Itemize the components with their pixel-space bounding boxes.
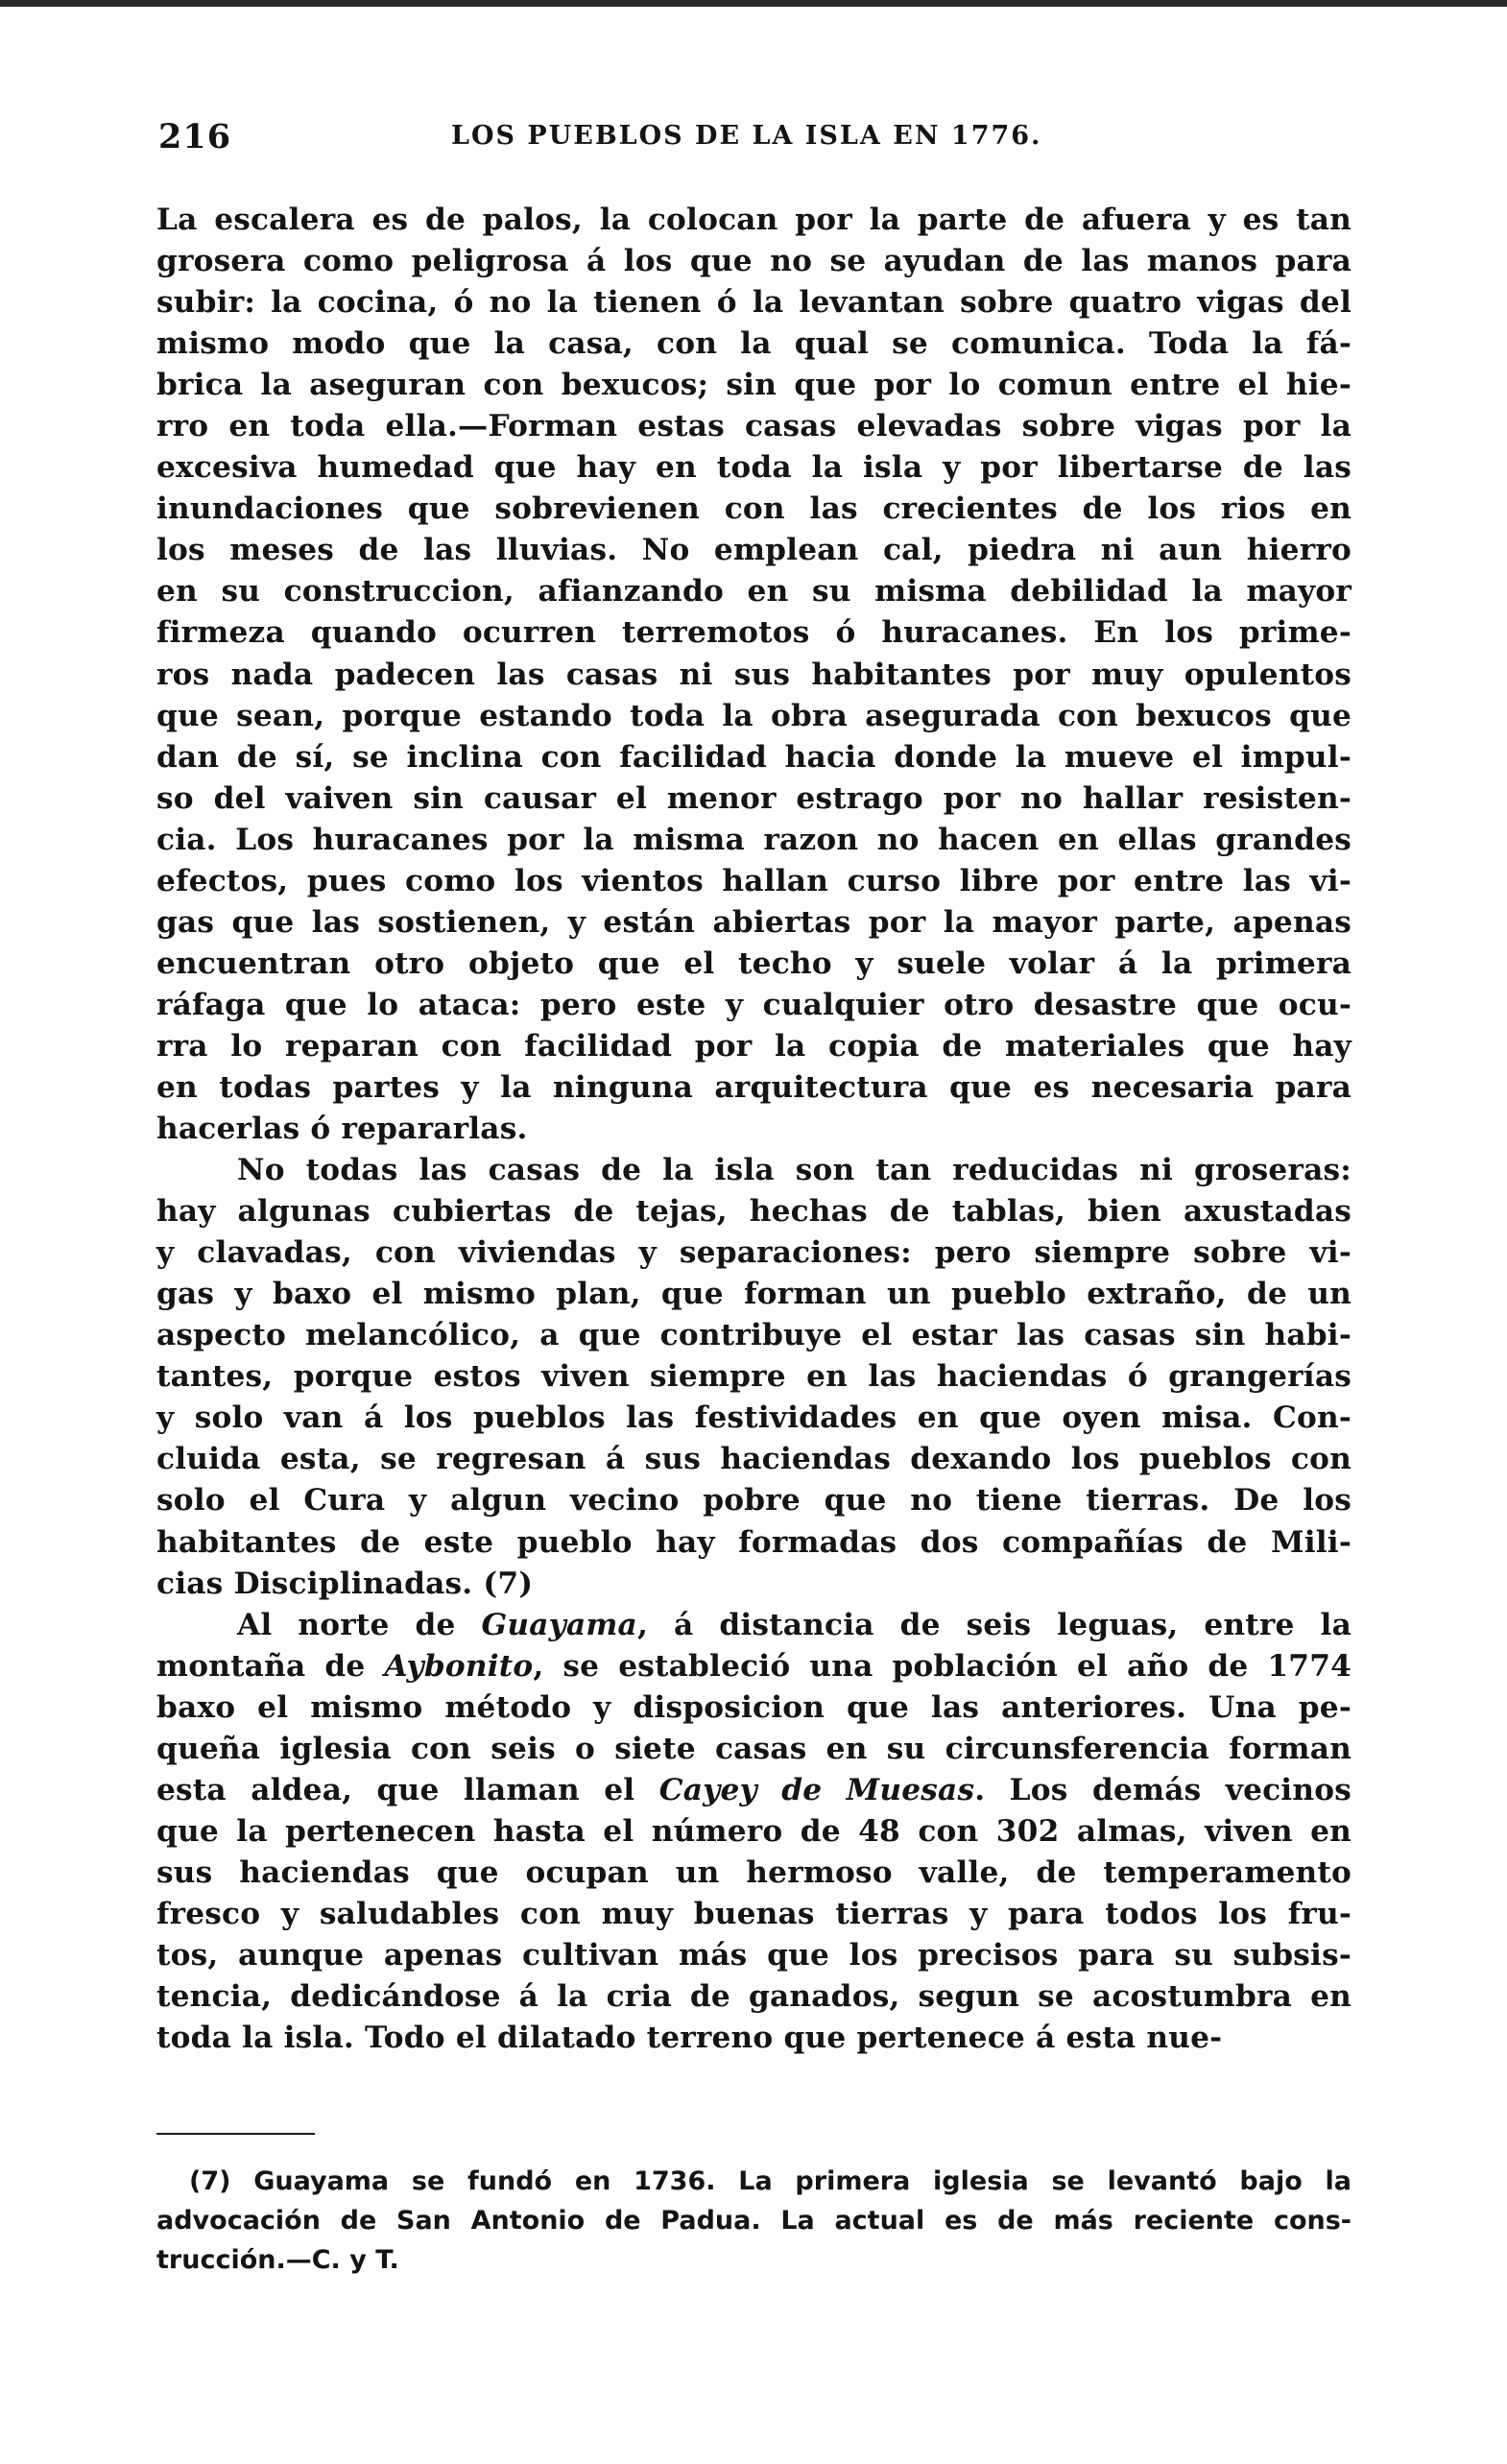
- text-line: montaña de Aybonito, se estableció una población el año de 1774: [156, 1648, 1352, 1684]
- text-line: grosera como peligrosa á los que no se ayudan de las manos para: [156, 244, 1352, 279]
- text-line: Al norte de Guayama, á distancia de seis leguas, entre la: [237, 1607, 1352, 1642]
- text-line: brica la aseguran con bexucos; sin que por lo comun entre el hie-: [156, 368, 1352, 403]
- footnote-line: (7) Guayama se fundó en 1736. La primera iglesia se levantó bajo la: [189, 2166, 1352, 2196]
- paragraph-2: [156, 1150, 1352, 1605]
- text-line: sus haciendas que ocupan un hermoso valle, de temperamento: [156, 1854, 1352, 1890]
- text-line: cia. Los huracanes por la misma razon no hacen en ellas grandes: [156, 822, 1352, 857]
- text-line: cluida esta, se regresan á sus haciendas dexando los pueblos con: [156, 1442, 1352, 1477]
- text-line: dan de sí, se inclina con facilidad hacia donde la mueve el impul-: [156, 739, 1352, 775]
- text-line: baxo el mismo método y disposicion que las anteriores. Una pe-: [156, 1689, 1352, 1725]
- text-line: fresco y saludables con muy buenas tierras y para todos los fru-: [156, 1896, 1352, 1931]
- text-line: que sean, porque estando toda la obra asegurada con bexucos que: [156, 698, 1352, 733]
- page-header: [158, 117, 1353, 165]
- text-line: y solo van á los pueblos las festividades en que oyen misa. Con-: [156, 1400, 1352, 1436]
- footnote-rule: [156, 2133, 315, 2135]
- top-rule: [0, 0, 1507, 7]
- text-line: efectos, pues como los vientos hallan curso libre por entre las vi-: [156, 863, 1352, 898]
- footnote-line: trucción.—C. y T.: [156, 2245, 399, 2275]
- text-line: habitantes de este pueblo hay formadas dos compañías de Mili-: [156, 1524, 1352, 1560]
- text-line: encuentran otro objeto que el techo y suele volar á la primera: [156, 945, 1352, 981]
- paragraph-1: [156, 200, 1352, 1150]
- text-line: en todas partes y la ninguna arquitectura que es necesaria para: [156, 1069, 1352, 1105]
- text-line: gas que las sostienen, y están abiertas por la mayor parte, apenas: [156, 904, 1352, 940]
- text-line: rra lo reparan con facilidad por la copia de materiales que hay: [156, 1028, 1352, 1064]
- page-number: 216: [158, 117, 232, 156]
- text-line: en su construccion, afianzando en su misma debilidad la mayor: [156, 574, 1352, 610]
- text-line: hay algunas cubiertas de tejas, hechas de tablas, bien axustadas: [156, 1194, 1352, 1230]
- text-line: inundaciones que sobrevienen con las crecientes de los rios en: [156, 491, 1352, 527]
- text-line: No todas las casas de la isla son tan reducidas ni groseras:: [237, 1153, 1352, 1188]
- body-text: [156, 200, 1352, 2059]
- text-line: los meses de las lluvias. No emplean cal, piedra ni aun hierro: [156, 533, 1352, 568]
- text-line: queña iglesia con seis o siete casas en su circunsferencia forman: [156, 1731, 1352, 1766]
- text-line: rro en toda ella.—Forman estas casas elevadas sobre vigas por la: [156, 409, 1352, 444]
- running-title: LOS PUEBLOS DE LA ISLA EN 1776.: [451, 121, 1042, 151]
- footnote: [156, 2162, 1352, 2280]
- text-line: esta aldea, que llaman el Cayey de Muesas. Los demás vecinos: [156, 1772, 1352, 1807]
- text-line: so del vaiven sin causar el menor estrago por no hallar resisten-: [156, 780, 1352, 816]
- text-line: tantes, porque estos viven siempre en las haciendas ó grangerías: [156, 1359, 1352, 1395]
- text-line: La escalera es de palos, la colocan por la parte de afuera y es tan: [156, 203, 1352, 237]
- paragraph-3: [156, 1605, 1352, 2060]
- text-line: aspecto melancólico, a que contribuye el estar las casas sin habi-: [156, 1318, 1352, 1353]
- text-line: tencia, dedicándose á la cria de ganados, segun se acostumbra en: [156, 1979, 1352, 2015]
- text-line: mismo modo que la casa, con la qual se comunica. Toda la fá-: [156, 326, 1352, 362]
- text-line: y clavadas, con viviendas y separaciones: pero siempre sobre vi-: [156, 1235, 1352, 1271]
- text-line: solo el Cura y algun vecino pobre que no tiene tierras. De los: [156, 1483, 1352, 1519]
- text-line: gas y baxo el mismo plan, que forman un pueblo extraño, de un: [156, 1277, 1352, 1312]
- text-line: toda la isla. Todo el dilatado terreno que pertenece á esta nue-: [156, 2021, 1223, 2056]
- text-line: que la pertenecen hasta el número de 48 con 302 almas, viven en: [156, 1813, 1352, 1849]
- text-line: subir: la cocina, ó no la tienen ó la levantan sobre quatro vigas del: [156, 285, 1352, 321]
- text-line: cias Disciplinadas. (7): [156, 1566, 534, 1601]
- text-line: tos, aunque apenas cultivan más que los precisos para su subsis-: [156, 1937, 1352, 1973]
- text-line: excesiva humedad que hay en toda la isla y por libertarse de las: [156, 450, 1352, 486]
- text-line: hacerlas ó repararlas.: [156, 1112, 528, 1147]
- footnote-line: advocación de San Antonio de Padua. La actual es de más reciente cons-: [156, 2206, 1352, 2236]
- text-line: ros nada padecen las casas ni sus habitantes por muy opulentos: [156, 657, 1352, 692]
- text-line: firmeza quando ocurren terremotos ó huracanes. En los prime-: [156, 615, 1352, 651]
- text-line: ráfaga que lo ataca: pero este y cualquier otro desastre que ocu-: [156, 987, 1352, 1022]
